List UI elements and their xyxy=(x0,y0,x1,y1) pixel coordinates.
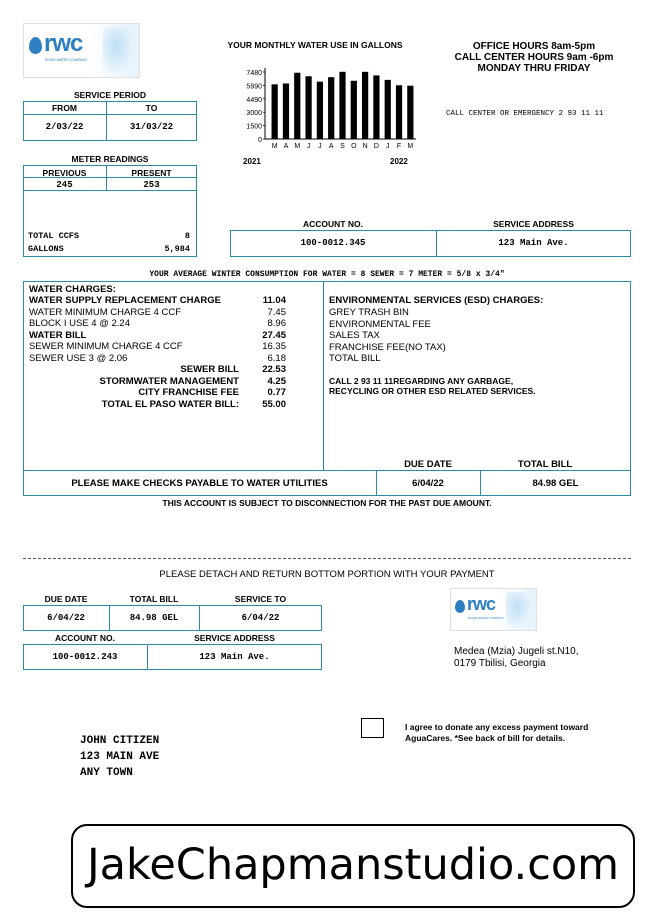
water-charges-heading: WATER CHARGES: xyxy=(29,284,116,295)
usage-bar xyxy=(407,86,413,139)
total-ccfs-value: 8 xyxy=(184,231,190,241)
x-tick-label: M xyxy=(407,143,414,150)
x-tick-label: M xyxy=(271,143,278,150)
y-tick-label: 5990 xyxy=(246,83,262,91)
total-label: CITY FRANCHISE FEE xyxy=(138,387,239,398)
stub-due: 6/04/22 xyxy=(47,613,85,623)
total-ccfs-label: TOTAL CCFS xyxy=(28,231,80,241)
stub-address-label: SERVICE ADDRESS xyxy=(194,633,275,643)
water-drop-icon xyxy=(29,37,42,54)
x-tick-label: A xyxy=(328,143,334,150)
emergency-number: CALL CENTER OR EMERGENCY 2 93 11 11 xyxy=(446,110,604,118)
charge-value: 6.18 xyxy=(267,352,286,364)
x-tick-label: F xyxy=(396,143,402,150)
x-tick-label: J xyxy=(318,143,322,150)
charge-value: 11.04 xyxy=(262,295,286,306)
due-date-label: DUE DATE xyxy=(404,459,452,470)
winter-consumption-note: YOUR AVERAGE WINTER CONSUMPTION FOR WATER = 8 SEWER = 7 METER = 5/8 x 3/4" xyxy=(149,270,505,279)
period-from: 2/03/22 xyxy=(45,122,84,132)
esd-item: ENVIRONMENTAL FEE xyxy=(329,318,431,330)
office-hours: OFFICE HOURS 8am-5pm xyxy=(472,41,596,52)
from-label: FROM xyxy=(51,103,78,113)
usage-bar xyxy=(385,80,391,139)
donate-checkbox[interactable] xyxy=(361,718,384,738)
esd-item: FRANCHISE FEE(NO TAX) xyxy=(329,341,446,353)
payable-text: PLEASE MAKE CHECKS PAYABLE TO WATER UTILITIES xyxy=(71,478,328,489)
usage-bar xyxy=(362,72,368,139)
total-label: STORMWATER MANAGEMENT xyxy=(99,375,239,387)
total-value: 4.25 xyxy=(267,375,286,387)
company-address-2: 0179 Tbilisi, Georgia xyxy=(454,658,546,669)
previous-label: PREVIOUS xyxy=(42,168,87,178)
x-tick-label: J xyxy=(306,143,311,150)
charge-value: 27.45 xyxy=(262,329,286,341)
chart-year-end: 2022 xyxy=(390,157,408,166)
charge-label: WATER MINIMUM CHARGE 4 CCF xyxy=(29,306,181,318)
total-label: TOTAL EL PASO WATER BILL: xyxy=(101,398,239,410)
present-label: PRESENT xyxy=(131,168,172,178)
account-number: 100-0012.345 xyxy=(300,238,366,248)
service-address-label: SERVICE ADDRESS xyxy=(493,219,574,229)
stub-address: 123 Main Ave. xyxy=(199,652,270,662)
y-tick-label: 7480 xyxy=(246,70,262,77)
esd-note-1: CALL 2 93 11 11REGARDING ANY GARBAGE, xyxy=(329,376,514,386)
stub-total-label: TOTAL BILL xyxy=(129,594,179,604)
chart-year-start: 2021 xyxy=(243,157,261,166)
usage-bar xyxy=(328,77,334,139)
x-tick-label: S xyxy=(340,143,345,150)
stub-account-number: 100-0012.243 xyxy=(52,652,118,662)
customer-name: JOHN CITIZEN xyxy=(80,735,160,747)
total-value: 55.00 xyxy=(262,398,286,410)
y-tick-label: 0 xyxy=(258,137,262,144)
usage-chart xyxy=(232,62,432,166)
usage-bar xyxy=(396,85,402,139)
meter-title: METER READINGS xyxy=(71,154,149,164)
service-address: 123 Main Ave. xyxy=(498,238,569,248)
total-value: 0.77 xyxy=(267,387,286,398)
water-drop-icon xyxy=(455,600,465,613)
period-to: 31/03/22 xyxy=(129,122,174,132)
gallons-value: 5,984 xyxy=(164,244,190,254)
chart-title: YOUR MONTHLY WATER USE IN GALLONS xyxy=(227,40,403,50)
esd-heading: ENVIRONMENTAL SERVICES (ESD) CHARGES: xyxy=(329,295,544,306)
stub-service-label: SERVICE TO xyxy=(234,594,287,604)
stub-logo xyxy=(450,588,537,631)
stub-logo-text: rwc xyxy=(467,594,496,614)
total-label: SEWER BILL xyxy=(180,364,239,375)
donate-text-1: I agree to donate any excess payment toward xyxy=(405,722,589,732)
esd-item: TOTAL BILL xyxy=(329,353,381,364)
customer-street: 123 MAIN AVE xyxy=(80,751,160,763)
logo-text: rwc xyxy=(44,30,83,57)
company-logo xyxy=(23,23,140,78)
charge-label: BLOCK I USE 4 @ 2.24 xyxy=(29,318,130,329)
detach-line xyxy=(23,558,631,559)
meter-present: 253 xyxy=(143,180,160,190)
to-label: TO xyxy=(145,103,158,113)
y-tick-label: 4490 xyxy=(246,96,262,104)
donate-text-2: AguaCares. *See back of bill for details. xyxy=(405,733,566,743)
usage-bar xyxy=(305,76,311,139)
charge-label: WATER SUPPLY REPLACEMENT CHARGE xyxy=(29,295,221,306)
total-bill: 84.98 GEL xyxy=(532,478,579,489)
stub-service: 6/04/22 xyxy=(241,613,280,623)
stub-logo-tagline: RIVER WATER COMPANY xyxy=(468,616,505,620)
office-days: MONDAY THRU FRIDAY xyxy=(477,63,591,74)
charge-label: SEWER USE 3 @ 2.06 xyxy=(29,352,128,364)
company-address-1: Medea (Mzia) Jugeli st.N10, xyxy=(454,646,579,657)
usage-bar xyxy=(294,73,300,139)
x-tick-label: N xyxy=(362,143,368,150)
charge-label: SEWER MINIMUM CHARGE 4 CCF xyxy=(29,341,183,352)
usage-bar xyxy=(351,81,357,139)
x-tick-label: J xyxy=(385,143,390,150)
stub-due-label: DUE DATE xyxy=(44,594,88,604)
charge-value: 8.96 xyxy=(267,318,286,329)
x-tick-label: A xyxy=(283,143,289,150)
meter-previous: 245 xyxy=(56,180,73,190)
watermark: JakeChapmanstudio.com xyxy=(71,824,635,908)
service-period-title: SERVICE PERIOD xyxy=(73,90,147,100)
usage-bar xyxy=(373,75,379,139)
x-tick-label: D xyxy=(373,143,379,150)
usage-bar xyxy=(339,72,345,139)
y-tick-label: 1500 xyxy=(246,123,262,131)
stub-account-label: ACCOUNT NO. xyxy=(55,633,115,643)
total-bill-label: TOTAL BILL xyxy=(517,459,573,470)
esd-item: SALES TAX xyxy=(329,330,380,341)
gallons-label: GALLONS xyxy=(28,244,64,254)
customer-city: ANY TOWN xyxy=(80,767,133,779)
due-date: 6/04/22 xyxy=(412,478,444,489)
disconnect-note: THIS ACCOUNT IS SUBJECT TO DISCONNECTION FOR THE PAST DUE AMOUNT. xyxy=(162,498,492,508)
stub-total: 84.98 GEL xyxy=(129,613,179,623)
charge-value: 7.45 xyxy=(267,306,286,318)
usage-bar xyxy=(317,82,323,139)
usage-bar xyxy=(272,84,278,139)
charge-value: 16.35 xyxy=(262,341,286,352)
account-label: ACCOUNT NO. xyxy=(303,219,363,229)
x-tick-label: O xyxy=(351,143,357,150)
detach-note: PLEASE DETACH AND RETURN BOTTOM PORTION WITH YOUR PAYMENT xyxy=(159,569,495,580)
y-tick-label: 3000 xyxy=(246,110,262,118)
usage-bar xyxy=(283,83,289,139)
call-center-hours: CALL CENTER HOURS 9am -6pm xyxy=(454,52,614,63)
esd-note-2: RECYCLING OR OTHER ESD RELATED SERVICES. xyxy=(329,386,536,396)
x-tick-label: M xyxy=(294,143,301,150)
total-value: 22.53 xyxy=(262,364,286,375)
charge-label: WATER BILL xyxy=(29,329,87,341)
esd-item: GREY TRASH BIN xyxy=(329,307,409,318)
logo-tagline: RIVER WATER COMPANY xyxy=(45,58,88,62)
